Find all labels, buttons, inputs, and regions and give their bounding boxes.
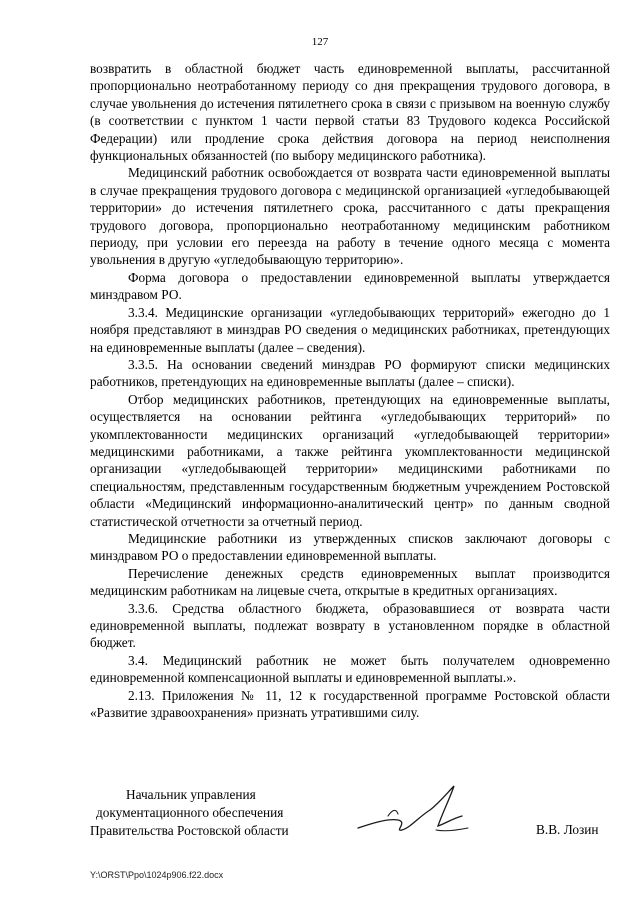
paragraph: 3.4. Медицинский работник не может быть получателем одновременно единовременной компенсационной выплаты и единовременной выплаты.». — [90, 652, 610, 686]
paragraph: Форма договора о предоставлении единовременной выплаты утверждается минздравом РО. — [90, 269, 610, 303]
page-number: 127 — [311, 36, 329, 48]
paragraph: 3.3.5. На основании сведений минздрав РО формируют списки медицинских работников, претендующих на единовременные выплаты (далее – списки). — [90, 356, 610, 390]
paragraph: 3.3.4. Медицинские организации «угледобывающих территорий» ежегодно до 1 ноября представляют в минздрав РО сведения о медицинских работниках, претендующих на единовременные выплаты (далее – сведения). — [90, 304, 610, 355]
signatory-title — [90, 786, 340, 840]
paragraph: Медицинский работник освобождается от возврата части единовременной выплаты в случае прекращения трудового договора с медицинской организацией «угледобывающей территории» до истечения пятилетнего срока, рассчитанного с даты прекращения трудового договора, пропорционально неотработанному медицинским работником периоду, при условии его переезда на работу в течение одного месяца с момента увольнения в другую «угледобывающую территорию». — [90, 165, 610, 268]
paragraph: Медицинские работники из утвержденных списков заключают договоры с минздравом РО о предоставлении единовременной выплаты. — [90, 530, 610, 564]
signatory-title-line: Начальник управления — [126, 787, 256, 802]
paragraph: 2.13. Приложения № 11, 12 к государственной программе Ростовской области «Развитие здравоохранения» признать утратившими силу. — [90, 687, 610, 721]
handwritten-signature — [350, 780, 480, 842]
signatory-title-line: Правительства Ростовской области — [90, 823, 289, 838]
document-body — [90, 60, 610, 721]
signatory-title-line: документационного обеспечения — [96, 805, 284, 820]
paragraph: Перечисление денежных средств единовременных выплат производится медицинским работникам на лицевые счета, открытые в кредитных организациях. — [90, 565, 610, 599]
file-path: Y:\ORST\Ppo\1024p906.f22.docx — [90, 870, 224, 880]
paragraph: 3.3.6. Средства областного бюджета, образовавшиеся от возврата части единовременной выплаты, подлежат возврату в установленном порядке в областной бюджет. — [90, 600, 610, 651]
signatory-name: В.В. Лозин — [536, 822, 599, 837]
paragraph: возвратить в областной бюджет часть единовременной выплаты, рассчитанной пропорционально неотработанному периоду со дня прекращения трудового договора, в случае увольнения до истечения пятилетнего срока в связи с призывом на военную службу (в соответствии с пунктом 1 части первой статьи 83 Трудового кодекса Российской Федерации) или продление срока действия договора на период неисполнения функциональных обязанностей (по выбору медицинского работника). — [90, 61, 610, 164]
paragraph: Отбор медицинских работников, претендующих на единовременные выплаты, осуществляется на основании рейтинга «угледобывающих территорий» по укомплектованности медицинских организаций «угледобывающей территории» медицинскими работниками, а также рейтинга укомплектованности медицинской организации «угледобывающей территории» медицинскими работниками по специальностям, представленным государственным бюджетным учреждением Ростовской области «Медицинский информационно-аналитический центр» по данным сводной статистической отчетности за отчетный период. — [90, 391, 610, 529]
